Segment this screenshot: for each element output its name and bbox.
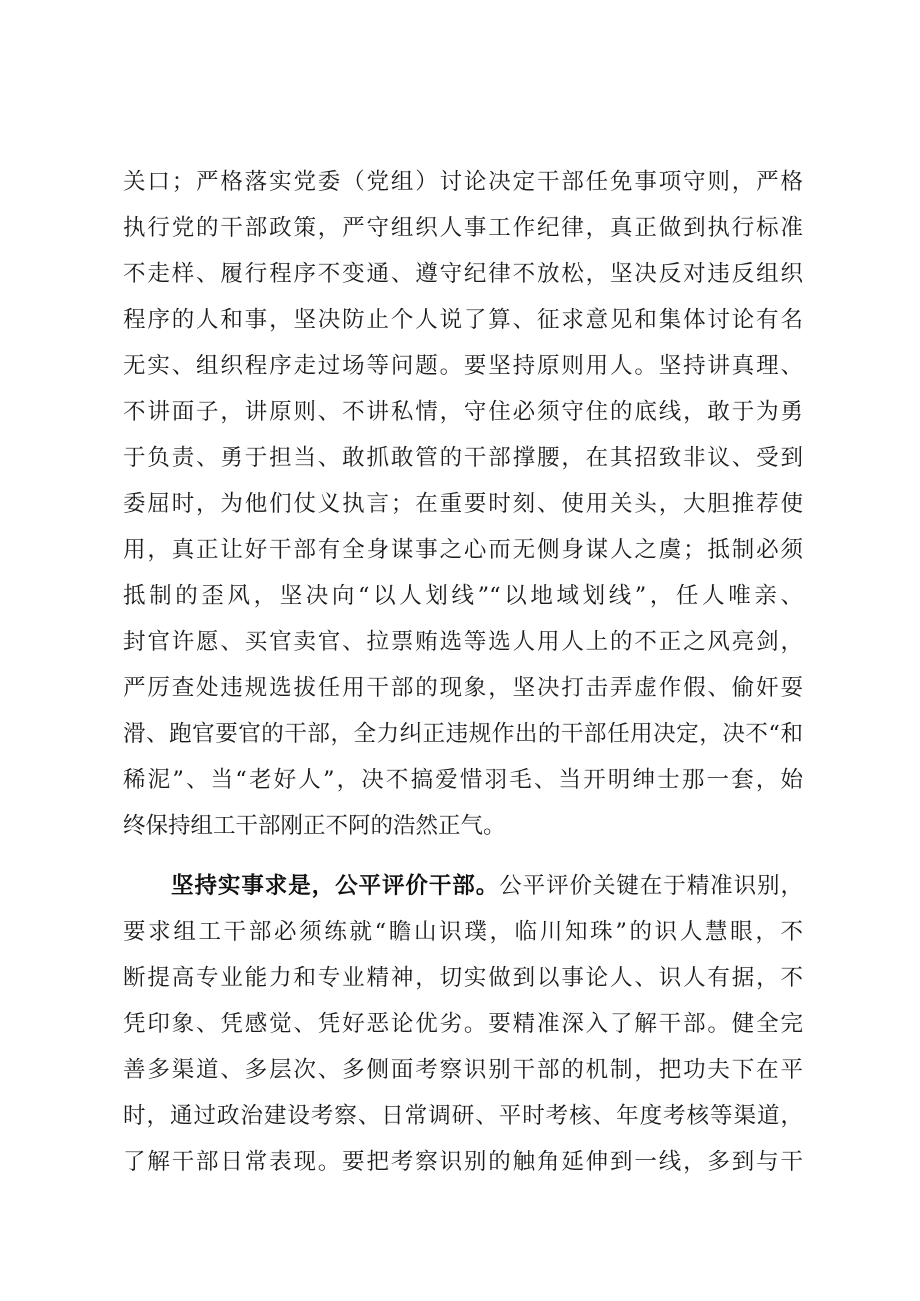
paragraph-line: 无实、组织程序走过场等问题。要坚持原则用人。坚持讲真理、 — [123, 353, 803, 379]
paragraph-line: 封官许愿、买官卖官、拉票贿选等选人用人上的不正之风亮剑， — [123, 629, 803, 655]
paragraph-line: 滑、跑官要官的干部，全力纠正违规作出的干部任用决定，决不“和 — [123, 721, 803, 747]
paragraph-first-line — [171, 868, 803, 904]
paragraph-line: 断提高专业能力和专业精神，切实做到以事论人、识人有据，不 — [123, 965, 803, 991]
paragraph-line: 善多渠道、多层次、多侧面考察识别干部的机制，把功夫下在平 — [123, 1057, 803, 1083]
section-heading: 坚持实事求是，公平评价干部。 — [171, 873, 500, 899]
paragraph-line: 程序的人和事，坚决防止个人说了算、征求意见和集体讨论有名 — [123, 307, 803, 333]
paragraph-line: 不讲面子，讲原则、不讲私情，守住必须守住的底线，敢于为勇 — [123, 399, 803, 425]
paragraph-line: 要求组工干部必须练就“瞻山识璞，临川知珠”的识人慧眼，不 — [123, 919, 803, 945]
paragraph-line: 了解干部日常表现。要把考察识别的触角延伸到一线，多到与干 — [123, 1149, 803, 1175]
paragraph-line: 于负责、勇于担当、敢抓敢管的干部撑腰，在其招致非议、受到 — [123, 445, 803, 471]
paragraph-line: 用，真正让好干部有全身谋事之心而无侧身谋人之虞；抵制必须 — [123, 537, 803, 563]
paragraph-text: 公平评价关键在于精准识别， — [499, 873, 803, 899]
paragraph-line: 严厉查处违规选拔任用干部的现象，坚决打击弄虚作假、偷奸耍 — [123, 675, 803, 701]
paragraph-line: 凭印象、凭感觉、凭好恶论优劣。要精准深入了解干部。健全完 — [123, 1011, 803, 1037]
paragraph-line: 委屈时，为他们仗义执言；在重要时刻、使用关头，大胆推荐使 — [123, 491, 803, 517]
paragraph-line: 执行党的干部政策，严守组织人事工作纪律，真正做到执行标准 — [123, 215, 803, 241]
paragraph-line: 时，通过政治建设考察、日常调研、平时考核、年度考核等渠道， — [123, 1103, 803, 1129]
paragraph-line: 抵制的歪风，坚决向“以人划线”“以地域划线”，任人唯亲、 — [123, 583, 803, 609]
paragraph-line: 关口；严格落实党委（党组）讨论决定干部任免事项守则，严格 — [123, 169, 803, 195]
paragraph-line: 终保持组工干部刚正不阿的浩然正气。 — [123, 813, 506, 839]
paragraph-line: 不走样、履行程序不变通、遵守纪律不放松，坚决反对违反组织 — [123, 261, 803, 287]
paragraph-line: 稀泥”、当“老好人”，决不搞爱惜羽毛、当开明绅士那一套，始 — [123, 767, 803, 793]
